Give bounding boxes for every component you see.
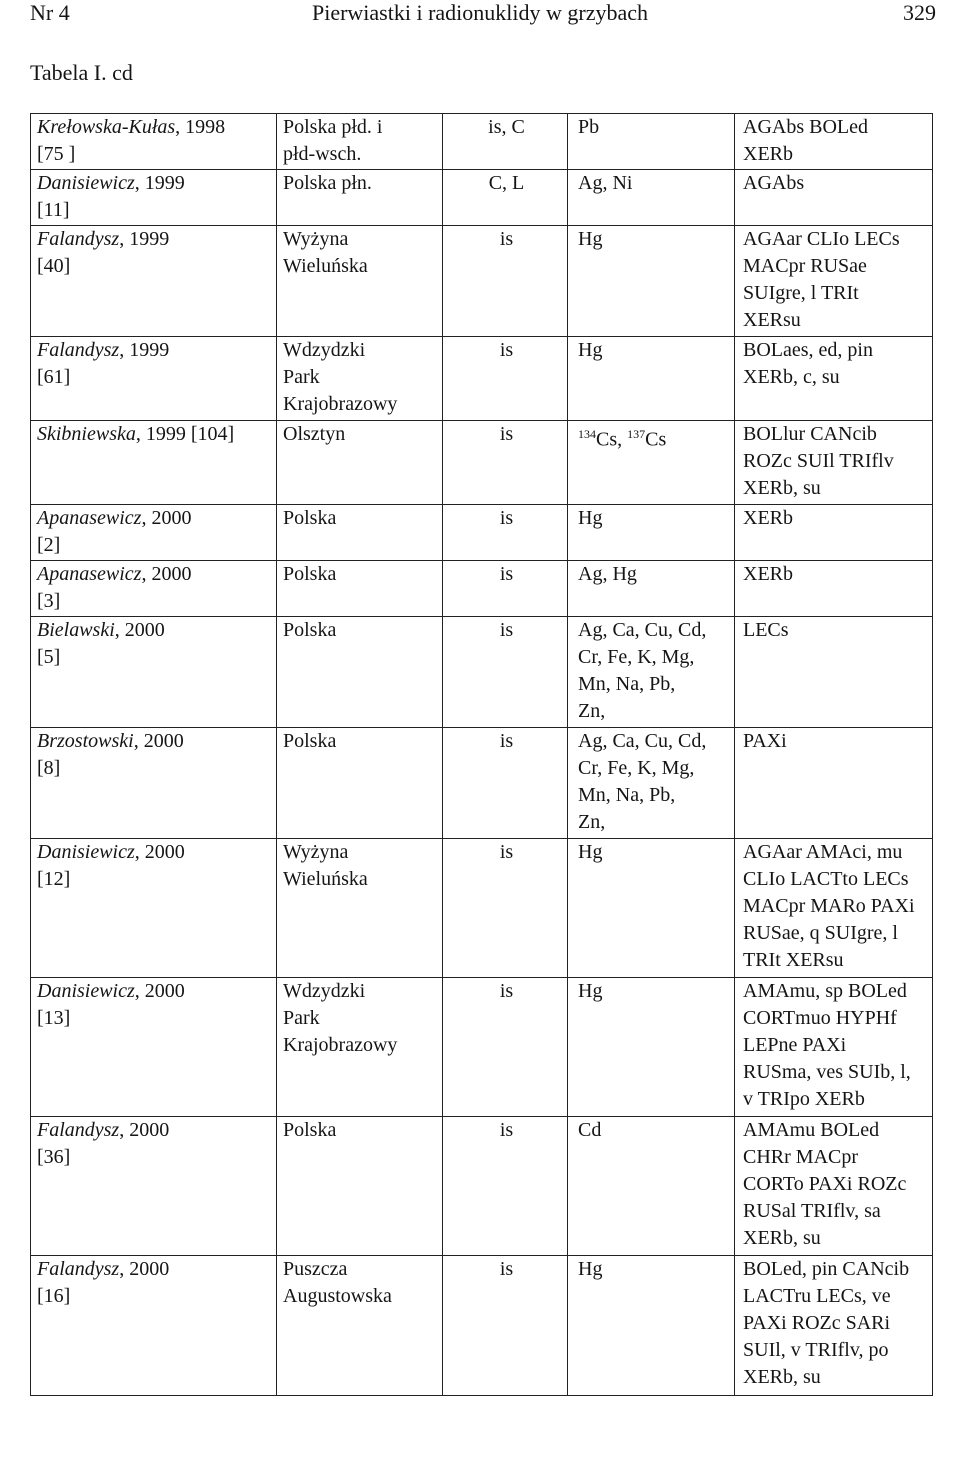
cell-species-text: AMAmu, sp BOLed CORTmuo HYPHf LEPne PAXi RUSma, ves SUIb, l, v TRIpo XERb: [743, 980, 911, 1110]
cell-region-text: Wdzydzki Park Krajobrazowy: [283, 980, 398, 1056]
cell-species: [735, 617, 933, 728]
cell-region: [277, 839, 443, 978]
author-name: Bielawski: [37, 619, 115, 641]
cell-sample-type: [443, 226, 568, 337]
cell-species: [735, 1117, 933, 1256]
cell-region: [277, 226, 443, 337]
cell-sample-type-text: is: [499, 423, 514, 445]
cell-species-text: BOLlur CANcib ROZc SUIl TRIflv XERb, su: [743, 423, 894, 499]
page-number: 329: [903, 0, 936, 25]
cell-reference: [31, 839, 277, 978]
cell-sample-type-text: is: [499, 1258, 514, 1280]
year-ref: , 1999 [104]: [135, 423, 235, 445]
table-body: [31, 114, 933, 1396]
table-row: [31, 505, 933, 561]
cell-region-text: Wyżyna Wieluńska: [283, 228, 368, 277]
table-row: [31, 114, 933, 170]
year-ref: , 2000 [16]: [37, 1258, 170, 1307]
cell-elements-text: Hg: [578, 841, 603, 863]
cell-sample-type: [443, 978, 568, 1117]
cell-elements: [568, 1117, 735, 1256]
cell-region: [277, 337, 443, 421]
cell-species: [735, 1256, 933, 1396]
cell-elements: [568, 839, 735, 978]
cell-region: [277, 421, 443, 505]
cell-species-text: AGAar AMAci, mu CLIo LACTto LECs MACpr MARo PAXi RUSae, q SUIgre, l TRIt XERsu: [743, 841, 915, 971]
cell-sample-type-text: C, L: [488, 172, 525, 194]
cell-species-text: XERb: [743, 507, 793, 529]
cell-species: [735, 170, 933, 226]
table-row: [31, 1117, 933, 1256]
cell-species-text: PAXi: [743, 730, 787, 752]
year-ref: , 1999 [40]: [37, 228, 170, 277]
cell-species: [735, 421, 933, 505]
cell-region-text: Polska płn.: [283, 172, 372, 194]
cell-sample-type-text: is: [499, 228, 514, 250]
cell-elements: [568, 337, 735, 421]
author-name: Danisiewicz: [37, 172, 135, 194]
cell-sample-type: [443, 114, 568, 170]
cell-elements: [568, 978, 735, 1117]
cell-region-text: Puszcza Augustowska: [283, 1258, 392, 1307]
cell-species: [735, 839, 933, 978]
cell-species: [735, 337, 933, 421]
author-name: Apanasewicz: [37, 563, 142, 585]
table-row: [31, 226, 933, 337]
year-ref: , 1999 [61]: [37, 339, 170, 388]
cell-elements: [568, 505, 735, 561]
cell-region-text: Polska: [283, 730, 337, 752]
cell-species-text: BOLaes, ed, pin XERb, c, su: [743, 339, 873, 388]
cell-region-text: Wyżyna Wieluńska: [283, 841, 368, 890]
year-ref: , 2000 [36]: [37, 1119, 170, 1168]
year-ref: , 2000 [13]: [37, 980, 185, 1029]
cell-elements-text: Ag, Ca, Cu, Cd, Cr, Fe, K, Mg, Mn, Na, Pb, Zn,: [578, 619, 707, 722]
cell-sample-type: [443, 1117, 568, 1256]
cell-sample-type: [443, 421, 568, 505]
cell-elements: [568, 170, 735, 226]
cell-region-text: Polska: [283, 507, 337, 529]
cell-species-text: AMAmu BOLed CHRr MACpr CORTo PAXi ROZc RUSal TRIflv, sa XERb, su: [743, 1119, 907, 1249]
cell-region-text: Polska płd. i płd-wsch.: [283, 116, 383, 165]
table-title: Tabela I. cd: [30, 60, 133, 85]
cell-region: [277, 561, 443, 617]
author-name: Falandysz: [37, 228, 120, 250]
cell-region: [277, 728, 443, 839]
cell-sample-type-text: is: [499, 507, 514, 529]
year-ref: , 2000 [5]: [37, 619, 165, 668]
cell-sample-type-text: is, C: [488, 116, 525, 138]
table-row: [31, 617, 933, 728]
cell-reference: [31, 421, 277, 505]
table-row: [31, 421, 933, 505]
cell-sample-type: [443, 839, 568, 978]
cell-region: [277, 114, 443, 170]
author-name: Falandysz: [37, 1258, 120, 1280]
author-name: Falandysz: [37, 339, 120, 361]
cell-reference: [31, 114, 277, 170]
cell-reference: [31, 226, 277, 337]
cell-elements-text: $^{134}$Cs, $^{137}$Cs: [578, 427, 667, 451]
cell-elements: [568, 561, 735, 617]
cell-reference: [31, 1256, 277, 1396]
table-row: [31, 1256, 933, 1396]
cell-elements: [568, 421, 735, 505]
year-ref: , 2000 [8]: [37, 730, 184, 779]
table-row: [31, 728, 933, 839]
cell-sample-type: [443, 1256, 568, 1396]
year-ref: , 1998 [75 ]: [37, 116, 226, 165]
cell-reference: [31, 1117, 277, 1256]
cell-elements-text: Cd: [578, 1119, 602, 1141]
cell-sample-type: [443, 170, 568, 226]
cell-reference: [31, 505, 277, 561]
cell-region: [277, 1256, 443, 1396]
cell-elements-text: Hg: [578, 228, 603, 250]
year-ref: , 2000 [3]: [37, 563, 192, 612]
cell-species: [735, 728, 933, 839]
running-title: Pierwiastki i radionuklidy w grzybach: [311, 0, 649, 25]
year-ref: , 1999 [11]: [37, 172, 185, 221]
cell-elements-text: Ag, Ca, Cu, Cd, Cr, Fe, K, Mg, Mn, Na, Pb, Zn,: [578, 730, 707, 833]
cell-species-text: AGAar CLIo LECs MACpr RUSae SUIgre, l TRIt XERsu: [743, 228, 900, 331]
cell-region: [277, 978, 443, 1117]
cell-species: [735, 561, 933, 617]
data-table: [30, 113, 933, 1396]
author-name: Danisiewicz: [37, 841, 135, 863]
year-ref: , 2000 [2]: [37, 507, 192, 556]
cell-sample-type-text: is: [499, 563, 514, 585]
cell-elements-text: Ag, Hg: [578, 563, 637, 585]
author-name: Apanasewicz: [37, 507, 142, 529]
author-name: Krełowska-Kułas: [37, 116, 176, 138]
cell-region: [277, 1117, 443, 1256]
cell-region: [277, 505, 443, 561]
cell-elements: [568, 728, 735, 839]
cell-species: [735, 978, 933, 1117]
cell-region-text: Olsztyn: [283, 423, 346, 445]
cell-reference: [31, 728, 277, 839]
cell-sample-type-text: is: [499, 841, 514, 863]
cell-elements: [568, 226, 735, 337]
cell-sample-type: [443, 561, 568, 617]
cell-region-text: Polska: [283, 563, 337, 585]
cell-sample-type-text: is: [499, 339, 514, 361]
cell-species-text: XERb: [743, 563, 793, 585]
cell-reference: [31, 561, 277, 617]
author-name: Danisiewicz: [37, 980, 135, 1002]
cell-reference: [31, 617, 277, 728]
cell-elements-text: Hg: [578, 339, 603, 361]
cell-sample-type: [443, 617, 568, 728]
cell-elements: [568, 1256, 735, 1396]
issue-number: Nr 4: [30, 0, 70, 25]
cell-elements-text: Hg: [578, 507, 603, 529]
cell-region-text: Polska: [283, 619, 337, 641]
cell-sample-type: [443, 505, 568, 561]
cell-species-text: BOLed, pin CANcib LACTru LECs, ve PAXi ROZc SARi SUIl, v TRIflv, po XERb, su: [743, 1258, 910, 1388]
table-row: [31, 170, 933, 226]
cell-region-text: Polska: [283, 1119, 337, 1141]
cell-sample-type-text: is: [499, 1119, 514, 1141]
cell-elements-text: Hg: [578, 980, 603, 1002]
cell-species: [735, 226, 933, 337]
cell-species: [735, 114, 933, 170]
cell-sample-type: [443, 337, 568, 421]
cell-species-text: AGAbs BOLed XERb: [743, 116, 868, 165]
cell-elements-text: Ag, Ni: [578, 172, 633, 194]
cell-elements: [568, 617, 735, 728]
page-header: [0, 0, 960, 30]
year-ref: , 2000 [12]: [37, 841, 185, 890]
cell-sample-type-text: is: [499, 730, 514, 752]
cell-elements-text: Pb: [578, 116, 600, 138]
cell-sample-type: [443, 728, 568, 839]
cell-species: [735, 505, 933, 561]
cell-sample-type-text: is: [499, 980, 514, 1002]
cell-region: [277, 170, 443, 226]
cell-reference: [31, 337, 277, 421]
author-name: Falandysz: [37, 1119, 120, 1141]
cell-species-text: AGAbs: [743, 172, 805, 194]
cell-region: [277, 617, 443, 728]
cell-reference: [31, 978, 277, 1117]
author-name: Skibniewska: [37, 423, 136, 445]
cell-reference: [31, 170, 277, 226]
cell-region-text: Wdzydzki Park Krajobrazowy: [283, 339, 398, 415]
table-row: [31, 839, 933, 978]
author-name: Brzostowski: [37, 730, 134, 752]
table-row: [31, 337, 933, 421]
cell-species-text: LECs: [743, 619, 789, 641]
cell-elements-text: Hg: [578, 1258, 603, 1280]
table-row: [31, 978, 933, 1117]
table-row: [31, 561, 933, 617]
cell-elements: [568, 114, 735, 170]
cell-sample-type-text: is: [499, 619, 514, 641]
